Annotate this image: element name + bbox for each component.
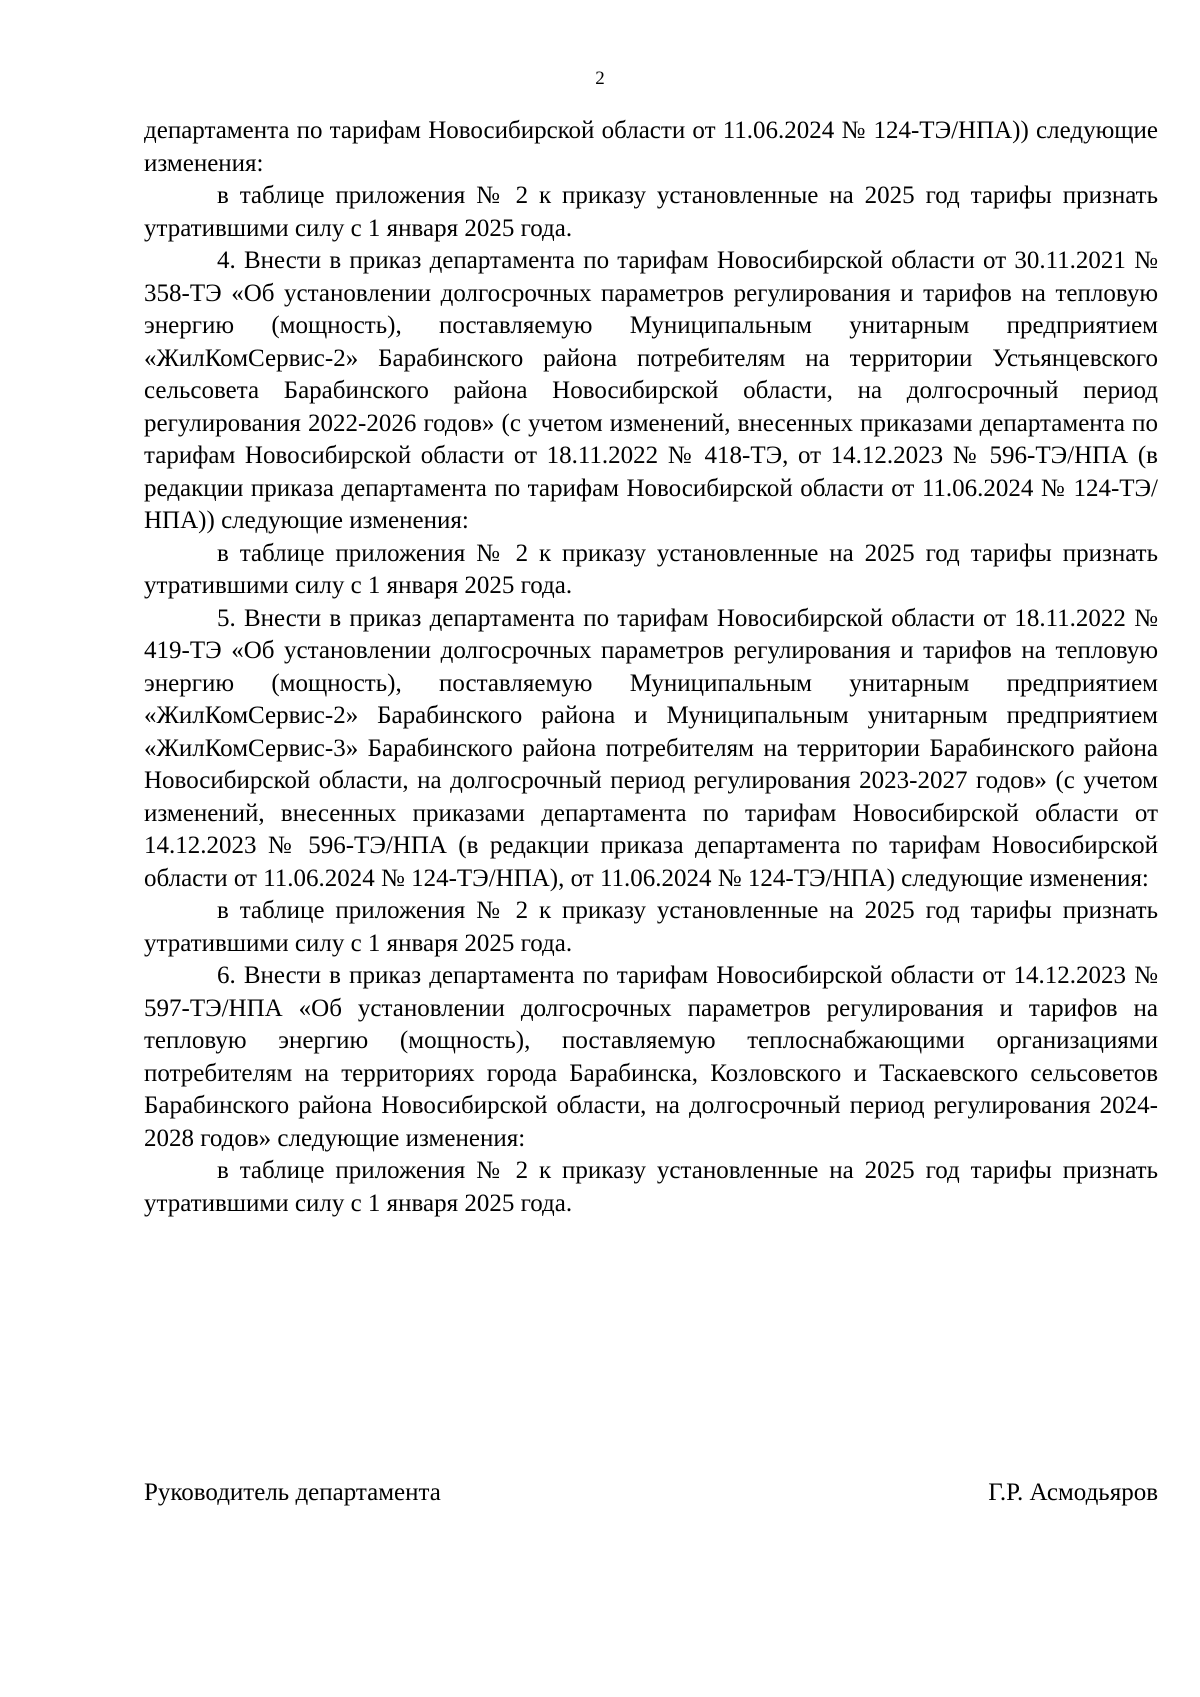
paragraph-item-5: 5. Внести в приказ департамента по тарифам Новосибирской области от 18.11.2022 № 419-ТЭ «Об установлении долгосрочных параметров регулирования и тарифов на тепловую энергию (мощность), поставляемую Муниципальным унитарным предприятием «ЖилКомСервис-2» Барабинского района и Муниципальным унитарным предприятием «ЖилКомСервис-3» Барабинского района потребителям на территории Барабинского района Новосибирской области, на долгосрочный период регулирования 2023-2027 годов» (с учетом изменений, внесенных приказами департамента по тарифам Новосибирской области от 14.12.2023 № 596-ТЭ/НПА (в редакции приказа департамента по тарифам Новосибирской области от 11.06.2024 № 124-ТЭ/НПА), от 11.06.2024 № 124-ТЭ/НПА) следующие изменения: bbox=[144, 604, 1158, 892]
paragraph-table-clause: в таблице приложения № 2 к приказу установленные на 2025 год тарифы признать утратившими силу с 1 января 2025 года. bbox=[144, 539, 1158, 599]
paragraph-table-clause: в таблице приложения № 2 к приказу установленные на 2025 год тарифы признать утратившими силу с 1 января 2025 года. bbox=[144, 1157, 1158, 1217]
signatory-position: Руководитель департамента bbox=[144, 1479, 441, 1506]
paragraph-item-4: 4. Внести в приказ департамента по тарифам Новосибирской области от 30.11.2021 № 358-ТЭ «Об установлении долгосрочных параметров регулирования и тарифов на тепловую энергию (мощность), поставляемую Муниципальным унитарным предприятием «ЖилКомСервис-2» Барабинского района потребителям на территории Устьянцевского сельсовета Барабинского района Новосибирской области, на долгосрочный период регулирования 2022-2026 годов» (с учетом изменений, внесенных приказами департамента по тарифам Новосибирской области от 18.11.2022 № 418-ТЭ, от 14.12.2023 № 596-ТЭ/НПА (в редакции приказа департамента по тарифам Новосибирской области от 11.06.2024 № 124-ТЭ/НПА)) следующие изменения: bbox=[144, 247, 1158, 534]
page-number: 2 bbox=[595, 68, 605, 89]
document-body bbox=[144, 115, 1158, 1220]
signatory-name: Г.Р. Асмодьяров bbox=[988, 1479, 1158, 1506]
paragraph-continuation: департамента по тарифам Новосибирской области от 11.06.2024 № 124-ТЭ/НПА)) следующие изменения: bbox=[144, 117, 1158, 177]
signature-block bbox=[144, 1477, 1158, 1509]
paragraph-item-6: 6. Внести в приказ департамента по тарифам Новосибирской области от 14.12.2023 № 597-ТЭ/НПА «Об установлении долгосрочных параметров регулирования и тарифов на тепловую энергию (мощность), поставляемую теплоснабжающими организациями потребителям на территориях города Барабинска, Козловского и Таскаевского сельсоветов Барабинского района Новосибирской области, на долгосрочный период регулирования 2024-2028 годов» следующие изменения: bbox=[144, 962, 1158, 1152]
paragraph-table-clause: в таблице приложения № 2 к приказу установленные на 2025 год тарифы признать утратившими силу с 1 января 2025 года. bbox=[144, 897, 1158, 957]
paragraph-table-clause: в таблице приложения № 2 к приказу установленные на 2025 год тарифы признать утратившими силу с 1 января 2025 года. bbox=[144, 182, 1158, 242]
